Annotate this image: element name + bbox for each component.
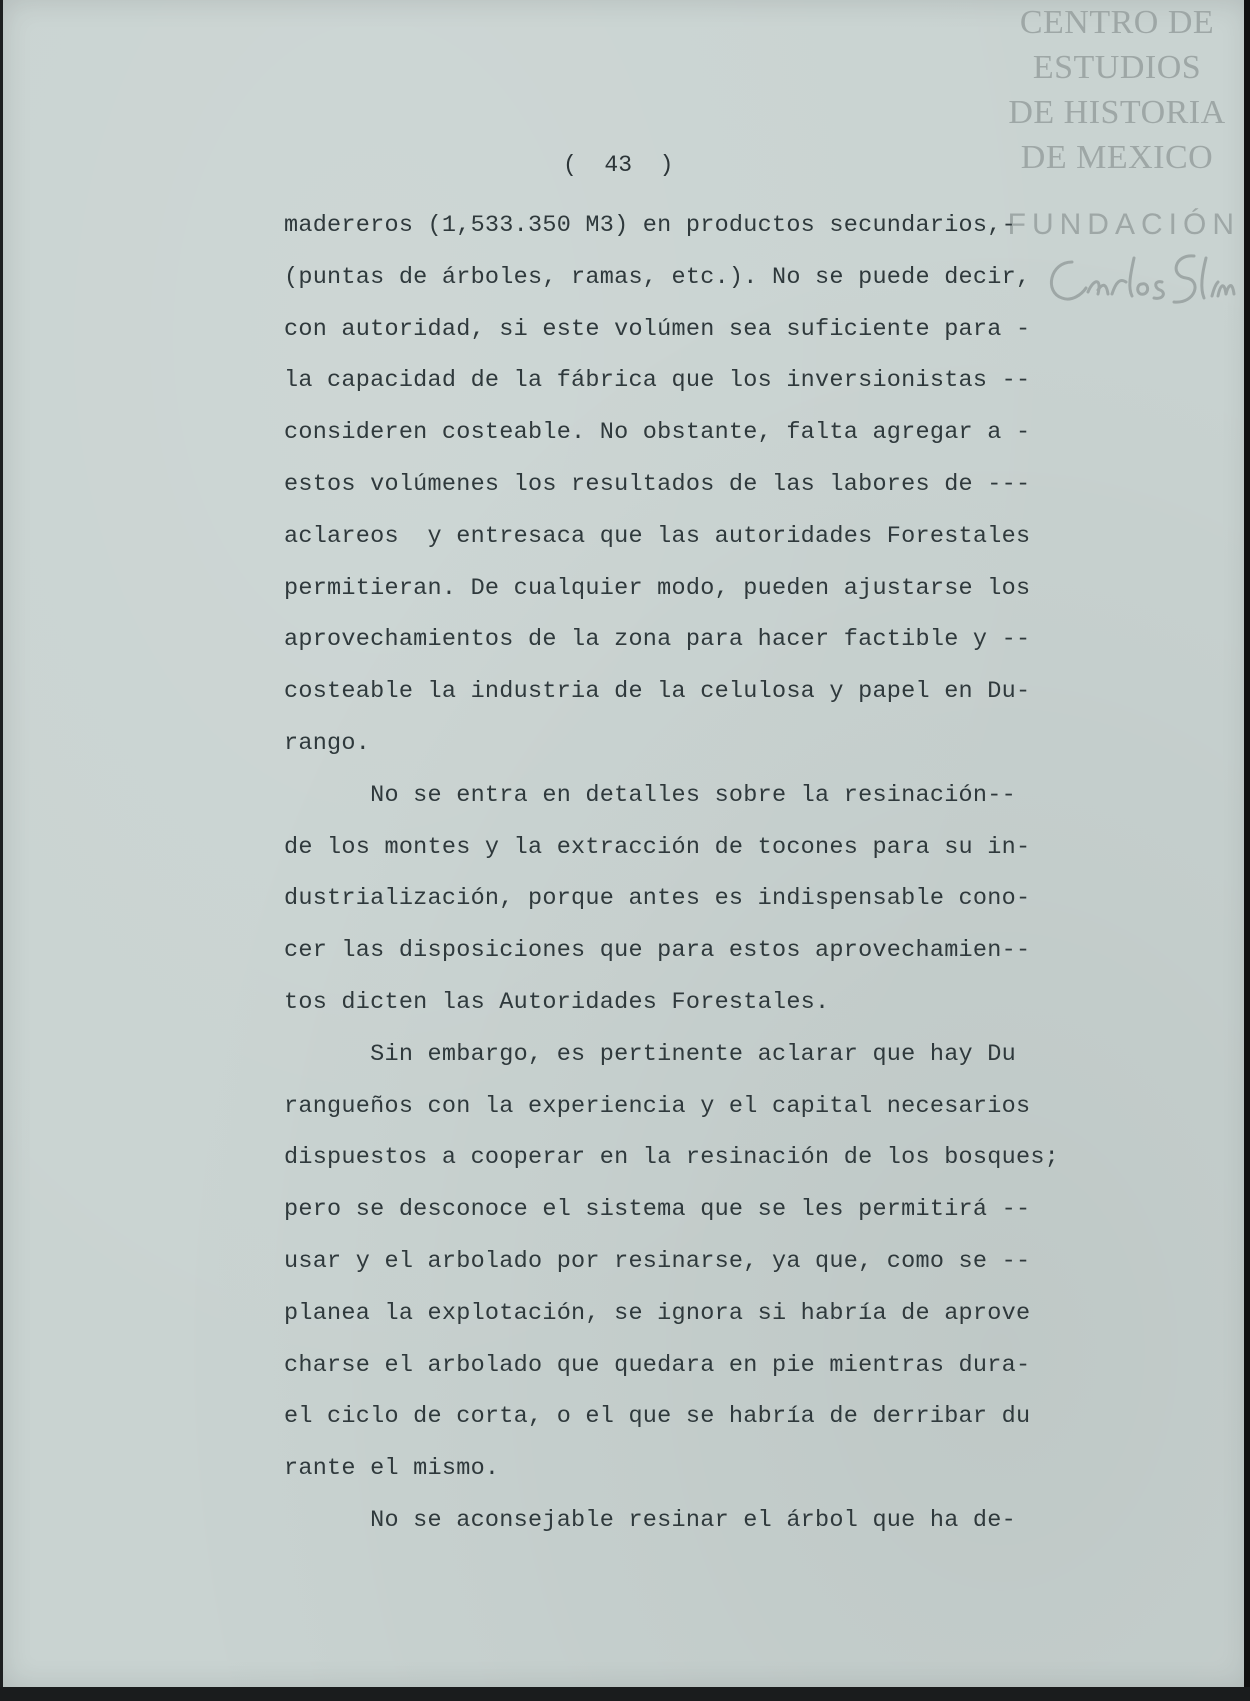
text-line: consideren costeable. No obstante, falta agregar a -: [284, 419, 1031, 447]
scan-edge-right: [1244, 0, 1250, 1701]
text-line: pero se desconoce el sistema que se les permitirá --: [284, 1196, 1031, 1224]
text-line: planea la explotación, se ignora si habría de aprove: [284, 1299, 1031, 1327]
watermark-line-1: CENTRO DE: [1019, 4, 1215, 41]
text-line: de los montes y la extracción de tocones para su in-: [284, 833, 1031, 861]
text-line: permitieran. De cualquier modo, pueden ajustarse los: [284, 574, 1031, 602]
text-line: aprovechamientos de la zona para hacer factible y --: [284, 626, 1031, 654]
text-line: con autoridad, si este volúmen sea suficiente para -: [284, 315, 1031, 343]
text-line: No se aconsejable resinar el árbol que ha de-: [284, 1506, 1016, 1534]
text-line: (puntas de árboles, ramas, etc.). No se puede decir,: [284, 263, 1031, 291]
text-line: usar y el arbolado por resinarse, ya que, como se --: [284, 1247, 1031, 1275]
text-line: cer las disposiciones que para estos aprovechamien--: [284, 937, 1031, 965]
watermark-line-4: DE MEXICO: [1020, 139, 1214, 176]
text-line: dispuestos a cooperar en la resinación de los bosques;: [284, 1144, 1060, 1172]
text-line: Sin embargo, es pertinente aclarar que hay Du: [284, 1040, 1016, 1068]
scan-edge-bottom: [0, 1687, 1250, 1701]
watermark-line-3: DE HISTORIA: [1008, 94, 1226, 131]
text-line: rante el mismo.: [284, 1455, 500, 1483]
text-line: aclareos y entresaca que las autoridades Forestales: [284, 522, 1031, 550]
text-line: estos volúmenes los resultados de las labores de ---: [284, 470, 1031, 498]
text-line: madereros (1,533.350 M3) en productos secundarios,-: [284, 212, 1016, 239]
text-line: rango.: [284, 729, 371, 757]
text-line: dustrialización, porque antes es indispensable cono-: [284, 885, 1031, 913]
text-line: charse el arbolado que quedara en pie mientras dura-: [284, 1351, 1031, 1379]
watermark-line-2: ESTUDIOS: [1032, 49, 1202, 86]
text-line: rangueños con la experiencia y el capital necesarios: [284, 1092, 1031, 1120]
text-line: costeable la industria de la celulosa y papel en Du-: [284, 678, 1031, 706]
page-number: ( 43 ): [563, 152, 674, 178]
text-line: el ciclo de corta, o el que se habría de derribar du: [284, 1403, 1031, 1431]
body-text: [284, 200, 1144, 1547]
text-line: la capacidad de la fábrica que los inversionistas --: [284, 367, 1031, 395]
text-line: tos dicten las Autoridades Forestales.: [284, 988, 830, 1016]
watermark-foundation: FUNDACIÓN: [1007, 208, 1240, 241]
document-page: [3, 0, 1250, 1688]
text-line: No se entra en detalles sobre la resinación--: [284, 781, 1016, 809]
